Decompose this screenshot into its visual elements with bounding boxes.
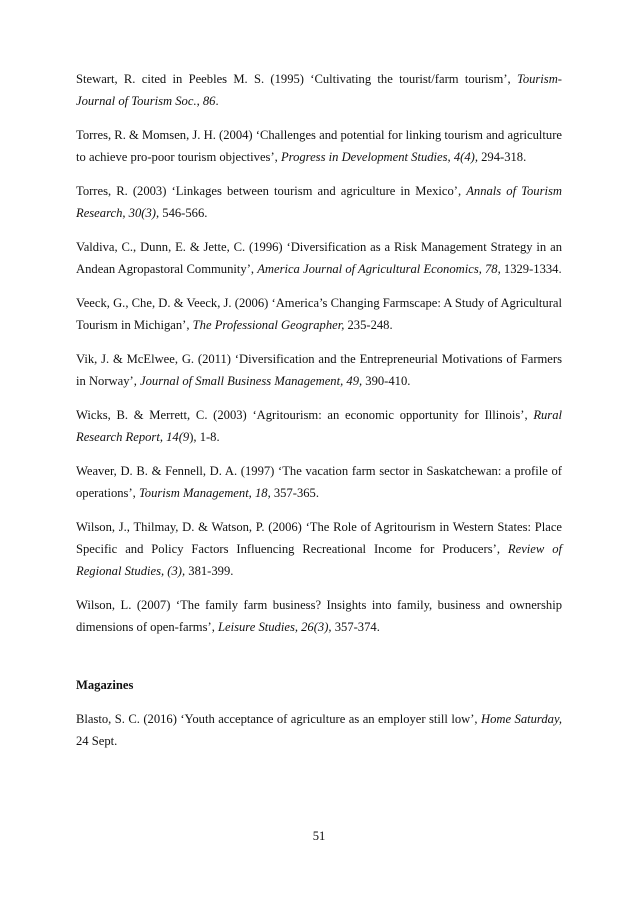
reference-entry	[76, 594, 562, 638]
reference-entry	[76, 236, 562, 280]
reference-pages: 357-365.	[270, 486, 320, 500]
reference-source: The Professional Geographer,	[192, 318, 345, 332]
reference-pages: 546-566.	[159, 206, 208, 220]
reference-text: Wilson, L. (2007) ‘The family farm business? Insights into family, business and ownership dimensions of open-farms’,	[76, 598, 562, 634]
reference-entry	[76, 124, 562, 168]
reference-text: Vik, J. & McElwee, G. (2011) ‘Diversification and the Entrepreneurial Motivations of Farmers in Norway’,	[76, 352, 562, 388]
reference-entry	[76, 68, 562, 112]
reference-source: Leisure Studies, 26(3),	[218, 620, 332, 634]
reference-entry	[76, 404, 562, 448]
reference-source: Home Saturday,	[481, 712, 563, 726]
reference-text: Torres, R. & Momsen, J. H. (2004) ‘Challenges and potential for linking tourism and agriculture to achieve pro-poor tourism objectives’,	[76, 128, 562, 164]
reference-entry	[76, 708, 562, 752]
reference-entry	[76, 180, 562, 224]
reference-pages: 294-318.	[477, 150, 527, 164]
reference-source: Journal of Small Business Management, 49,	[140, 374, 363, 388]
reference-text: Valdiva, C., Dunn, E. & Jette, C. (1996) ‘Diversification as a Risk Management Strategy in an Andean Agropastoral Community’,	[76, 240, 562, 276]
reference-entry	[76, 460, 562, 504]
reference-pages: 1329-1334.	[500, 262, 562, 276]
reference-source: Annals of Tourism Research, 30(3),	[76, 184, 562, 220]
reference-entry	[76, 292, 562, 336]
reference-pages: .	[215, 94, 219, 108]
reference-text: Wilson, J., Thilmay, D. & Watson, P. (2006) ‘The Role of Agritourism in Western States: Place Specific and Policy Factors Influencing Recreational Income for Producers’,	[76, 520, 562, 556]
reference-source: Tourism-Journal of Tourism Soc., 86	[76, 72, 562, 108]
reference-text: Blasto, S. C. (2016) ‘Youth acceptance of agriculture as an employer still low’,	[76, 712, 482, 726]
reference-pages: 357-374.	[331, 620, 380, 634]
reference-text: Wicks, B. & Merrett, C. (2003) ‘Agritourism: an economic opportunity for Illinois’,	[76, 408, 534, 422]
reference-pages: ), 1-8.	[189, 430, 220, 444]
reference-entry	[76, 348, 562, 392]
reference-source: Progress in Development Studies, 4(4),	[280, 150, 478, 164]
reference-pages: 235-248.	[344, 318, 393, 332]
reference-pages: 381-399.	[185, 564, 234, 578]
reference-text: Weaver, D. B. & Fennell, D. A. (1997) ‘The vacation farm sector in Saskatchewan: a profile of operations’,	[76, 464, 562, 500]
reference-entry	[76, 516, 562, 582]
reference-text: Veeck, G., Che, D. & Veeck, J. (2006) ‘America’s Changing Farmscape: A Study of Agricultural Tourism in Michigan’,	[76, 296, 562, 332]
reference-pages: 390-410.	[362, 374, 411, 388]
reference-page	[76, 68, 562, 764]
section-heading-magazines: Magazines	[76, 678, 134, 692]
reference-source: Review of Regional Studies, (3),	[76, 542, 562, 578]
reference-pages: 24 Sept.	[76, 734, 118, 748]
reference-source: America Journal of Agricultural Economics, 78,	[257, 262, 501, 276]
reference-text: Stewart, R. cited in Peebles M. S. (1995) ‘Cultivating the tourist/farm tourism’,	[76, 72, 517, 86]
reference-source: Tourism Management, 18,	[138, 486, 271, 500]
page-number: 51	[312, 829, 326, 843]
reference-text: Torres, R. (2003) ‘Linkages between tourism and agriculture in Mexico’,	[76, 184, 467, 198]
reference-source: Rural Research Report, 14(9	[76, 408, 562, 444]
